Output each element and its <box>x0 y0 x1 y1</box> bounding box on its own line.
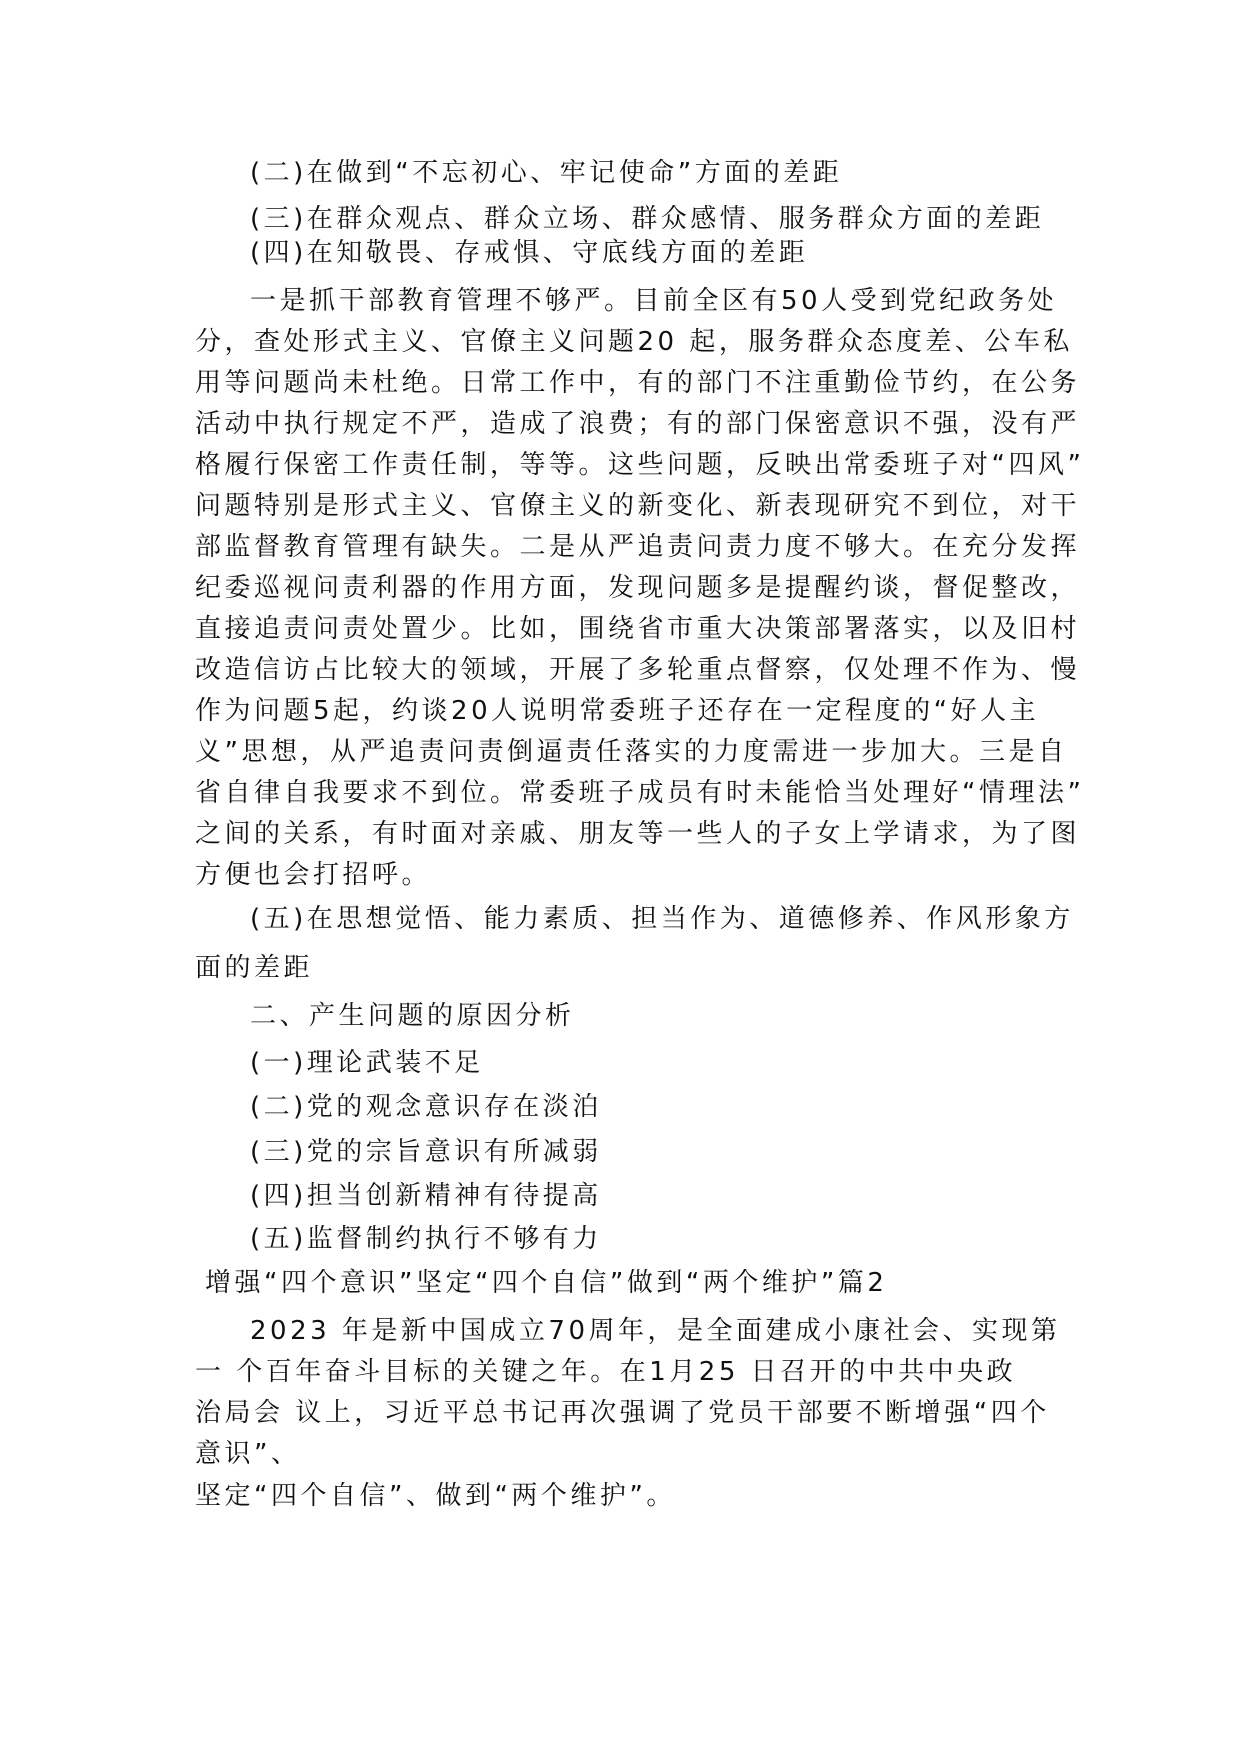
cause-item: (四)担当创新精神有待提高 <box>250 1181 602 1211</box>
section-heading-gap-discipline: (四)在知敬畏、存戒惧、守底线方面的差距 <box>250 238 809 268</box>
article-2-line: 坚定“四个自信”、做到“两个维护”。 <box>195 1481 676 1511</box>
cause-item: (一)理论武装不足 <box>250 1048 484 1078</box>
paragraph-line: 一是抓干部教育管理不够严。目前全区有50人受到党纪政务处 <box>250 286 1058 316</box>
article-2-title: 增强“四个意识”坚定“四个自信”做到“两个维护”篇2 <box>205 1268 888 1298</box>
paragraph-line: 之间的关系，有时面对亲戚、朋友等一些人的子女上学请求，为了图 <box>195 819 1081 849</box>
part-2-heading: 二、产生问题的原因分析 <box>250 1001 575 1031</box>
section-heading-gap-quality-cont: 面的差距 <box>195 953 314 983</box>
paragraph-line: 改造信访占比较大的领域，开展了多轮重点督察，仅处理不作为、慢 <box>195 655 1081 685</box>
cause-item: (五)监督制约执行不够有力 <box>250 1224 602 1254</box>
paragraph-line: 直接追责问责处置少。比如，围绕省市重大决策部署落实，以及旧村 <box>195 614 1081 644</box>
article-2-line: 治局会 议上，习近平总书记再次强调了党员干部要不断增强“四个 <box>195 1398 1050 1428</box>
paragraph-line: 方便也会打招呼。 <box>195 860 432 890</box>
paragraph-line: 作为问题5起，约谈20人说明常委班子还存在一定程度的“好人主 <box>195 696 1040 726</box>
section-heading-gap-mission: (二)在做到“不忘初心、牢记使命”方面的差距 <box>250 158 843 188</box>
cause-item: (二)党的观念意识存在淡泊 <box>250 1092 602 1122</box>
article-2-line: 一 个百年奋斗目标的关键之年。在1月25 日召开的中共中央政 <box>195 1357 1017 1387</box>
paragraph-line: 活动中执行规定不严，造成了浪费；有的部门保密意识不强，没有严 <box>195 409 1081 439</box>
paragraph-line: 问题特别是形式主义、官僚主义的新变化、新表现研究不到位，对干 <box>195 491 1081 521</box>
paragraph-line: 省自律自我要求不到位。常委班子成员有时未能恰当处理好“情理法” <box>195 778 1085 808</box>
paragraph-line: 用等问题尚未杜绝。日常工作中，有的部门不注重勤俭节约，在公务 <box>195 368 1081 398</box>
section-heading-gap-masses: (三)在群众观点、群众立场、群众感情、服务群众方面的差距 <box>250 204 1045 234</box>
paragraph-line: 部监督教育管理有缺失。二是从严追责问责力度不够大。在充分发挥 <box>195 532 1081 562</box>
cause-item: (三)党的宗旨意识有所减弱 <box>250 1137 602 1167</box>
paragraph-line: 纪委巡视问责利器的作用方面，发现问题多是提醒约谈，督促整改， <box>195 573 1081 603</box>
paragraph-line: 义”思想，从严追责问责倒逼责任落实的力度需进一步加大。三是自 <box>195 737 1068 767</box>
article-2-line: 2023 年是新中国成立70周年，是全面建成小康社会、实现第 <box>250 1316 1061 1346</box>
article-2-line: 意识”、 <box>195 1439 301 1469</box>
section-heading-gap-quality: (五)在思想觉悟、能力素质、担当作为、道德修养、作风形象方 <box>250 904 1074 934</box>
paragraph-line: 分，查处形式主义、官僚主义问题20 起，服务群众态度差、公车私 <box>195 327 1073 357</box>
paragraph-line: 格履行保密工作责任制，等等。这些问题，反映出常委班子对“四风” <box>195 450 1085 480</box>
